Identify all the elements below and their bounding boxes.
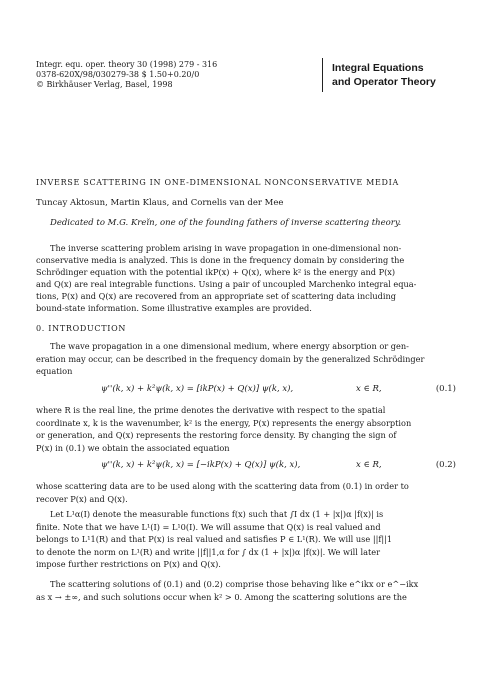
journal-issn-line: 0378-620X/98/030279-38 $ 1.50+0.20/0 [36,70,200,79]
paper-dedication: Dedicated to M.G. Kreĭn, one of the founding fathers of inverse scattering theory. [50,218,402,228]
abstract [36,242,454,314]
body-line: coordinate x, k is the wavenumber, k² is the energy, P(x) represents the energy absorption [36,417,412,428]
body-line: whose scattering data are to be used along with the scattering data from (0.1) in order to [36,481,409,491]
body-line: as x → ±∞, and such solutions occur when k² > 0. Among the scattering solutions are the [36,591,407,602]
abstract-line: and Q(x) are real integrable functions. Using a pair of uncoupled Marchenko integral equa- [36,279,417,289]
equation-domain: x ∈ R, [356,460,382,470]
equation-0-2 [36,460,456,474]
body-line: impose further restrictions on P(x) and Q(x). [36,559,221,569]
journal-citation [36,60,286,90]
abstract-line: Schrödinger equation with the potential ikP(x) + Q(x), where k² is the energy and P(x) [36,267,396,277]
paper-title: INVERSE SCATTERING IN ONE-DIMENSIONAL NONCONSERVATIVE MEDIA [36,178,399,187]
body-line: The scattering solutions of (0.1) and (0.2) comprise those behaving like e^ikx or e^−ikx [50,579,419,589]
equation-number: (0.2) [435,460,456,470]
equation-body: ψ''(k, x) + k²ψ(k, x) = [−ikP(x) + Q(x)] ψ(k, x), [101,460,301,470]
journal-citation-line: Integr. equ. oper. theory 30 (1998) 279 - 316 [36,60,218,69]
journal-brand [322,56,454,94]
body-line: finite. Note that we have L¹(I) = L¹0(I). We will assume that Q(x) is real valued and [36,521,381,532]
equation-domain: x ∈ R, [356,384,382,394]
equation-number: (0.1) [435,384,456,394]
equation-body: ψ''(k, x) + k²ψ(k, x) = [ikP(x) + Q(x)] ψ(k, x), [101,384,294,394]
intro-paragraph [36,340,454,378]
body-line: recover P(x) and Q(x). [36,493,128,504]
paragraph-after-eq1 [36,404,454,454]
abstract-line: bound-state information. Some illustrative examples are provided. [36,303,312,313]
brand-title-line2: and Operator Theory [332,76,436,88]
journal-copyright-line: © Birkhäuser Verlag, Basel, 1998 [36,80,173,89]
body-line: P(x) in (0.1) we obtain the associated equation [36,442,230,453]
brand-divider [322,58,323,92]
body-line: The wave propagation in a one dimensional medium, where energy absorption or gen- [50,341,409,351]
paragraph-scattering-solutions [36,578,454,603]
abstract-line: The inverse scattering problem arising in wave propagation in one-dimensional non- [50,243,402,253]
abstract-line: tions, P(x) and Q(x) are recovered from an appropriate set of scattering data including [36,291,397,301]
body-line: where R is the real line, the prime denotes the derivative with respect to the spatial [36,405,386,415]
body-line: equation [36,366,73,376]
body-line: Let L¹α(I) denote the measurable functions f(x) such that ∫I dx (1 + |x|)α |f(x)| is [50,509,384,519]
paper-authors: Tuncay Aktosun, Martin Klaus, and Cornelis van der Mee [36,198,284,208]
equation-0-1 [36,384,456,398]
section-heading: 0. INTRODUCTION [36,324,127,333]
abstract-line: conservative media is analyzed. This is done in the frequency domain by considering the [36,255,405,265]
body-line: eration may occur, can be described in the frequency domain by the generalized Schrödinger [36,353,425,364]
body-line: or generation, and Q(x) represents the restoring force density. By changing the sign of [36,430,397,440]
body-line: belongs to L¹1(R) and that P(x) is real valued and satisfies P ∈ L¹(R). We will use ||f||1 [36,534,393,544]
brand-title-line1: Integral Equations [332,62,424,74]
paragraph-after-eq2 [36,480,454,505]
body-line: to denote the norm on L¹(R) and write ||f||1,α for ∫ dx (1 + |x|)α |f(x)|. We will later [36,546,381,557]
paragraph-function-spaces [36,508,454,571]
